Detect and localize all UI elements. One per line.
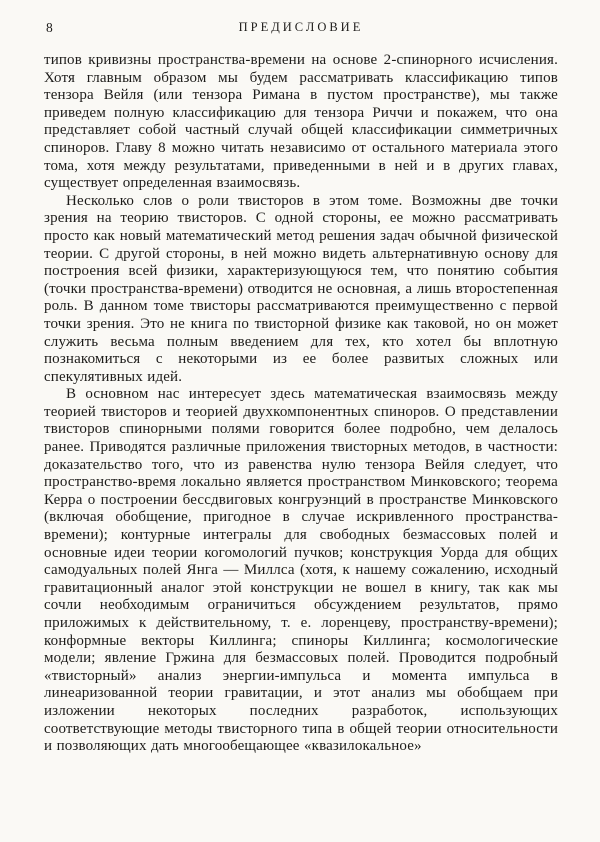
paragraph-continuation: типов кривизны пространства-времени на основе 2-спинорного исчисления. Хотя главным образом мы будем рассматривать классификацию типов тензора Вейля (или тензора Римана в пустом пространстве), мы также приведем полную классификацию для тензора Риччи и покажем, что она представляет собой частный случай общей классификации симметричных спиноров. Главу 8 можно читать независимо от остального материала этого тома, хотя между результатами, приведенными в ней и в других главах, существует определенная взаимосвязь. <box>44 52 558 192</box>
paragraph-main-interest: В основном нас интересует здесь математическая взаимосвязь между теорией твисторов и теорией двухкомпонентных спиноров. О представлении твисторов спинорными полями говорится более подробно, чем делалось ранее. Приводятся различные приложения твисторных методов, в частности: доказательство того, что из равенства нулю тензора Вейля следует, что пространство-время локально является пространством Минковского; теорема Керра о построении бессдвиговых конгруэнций в пространстве Минковского (включая обобщение, пригодное в случае искривленного пространства-времени); контурные интегралы для свободных безмассовых полей и основные идеи теории когомологий пучков; конструкция Уорда для общих самодуальных полей Янга — Миллса (хотя, к нашему сожалению, исходный гравитационный аналог этой конструкции не вошел в книгу, так как мы сочли необходимым ограничиться обсуждением результатов, прямо приложимых к действительному, т. е. лоренцеву, пространству-времени); конформные векторы Киллинга; спиноры Киллинга; космологические модели; явление Гржина для безмассовых полей. Проводится подробный «твисторный» анализ энергии-импульса и момента импульса в линеаризованной теории гравитации, и этот анализ мы обобщаем при изложении некоторых последних разработок, использующих соответствующие методы твисторного типа в общей теории относительности и позволяющих дать многообещающее «квазилокальное» <box>44 386 558 755</box>
page-header <box>44 20 558 38</box>
running-header: ПРЕДИСЛОВИЕ <box>238 20 364 34</box>
paragraph-twistors-role: Несколько слов о роли твисторов в этом томе. Возможны две точки зрения на теорию твисторов. С одной стороны, ее можно рассматривать просто как новый математический метод решения задач обычной физической теории. С другой стороны, в ней можно видеть альтернативную основу для построения всей физики, характеризующуюся тем, что понятию события (точки пространства-времени) отводится не основная, а лишь второстепенная роль. В данном томе твисторы рассматриваются преимущественно с первой точки зрения. Это не книга по твисторной физике как таковой, но он может служить весьма полным введением для тех, кто хотел бы вплотную познакомиться с некоторыми из ее более развитых сложных или спекулятивных идей. <box>44 192 558 385</box>
page-number: 8 <box>46 20 53 35</box>
page-body <box>44 52 558 756</box>
